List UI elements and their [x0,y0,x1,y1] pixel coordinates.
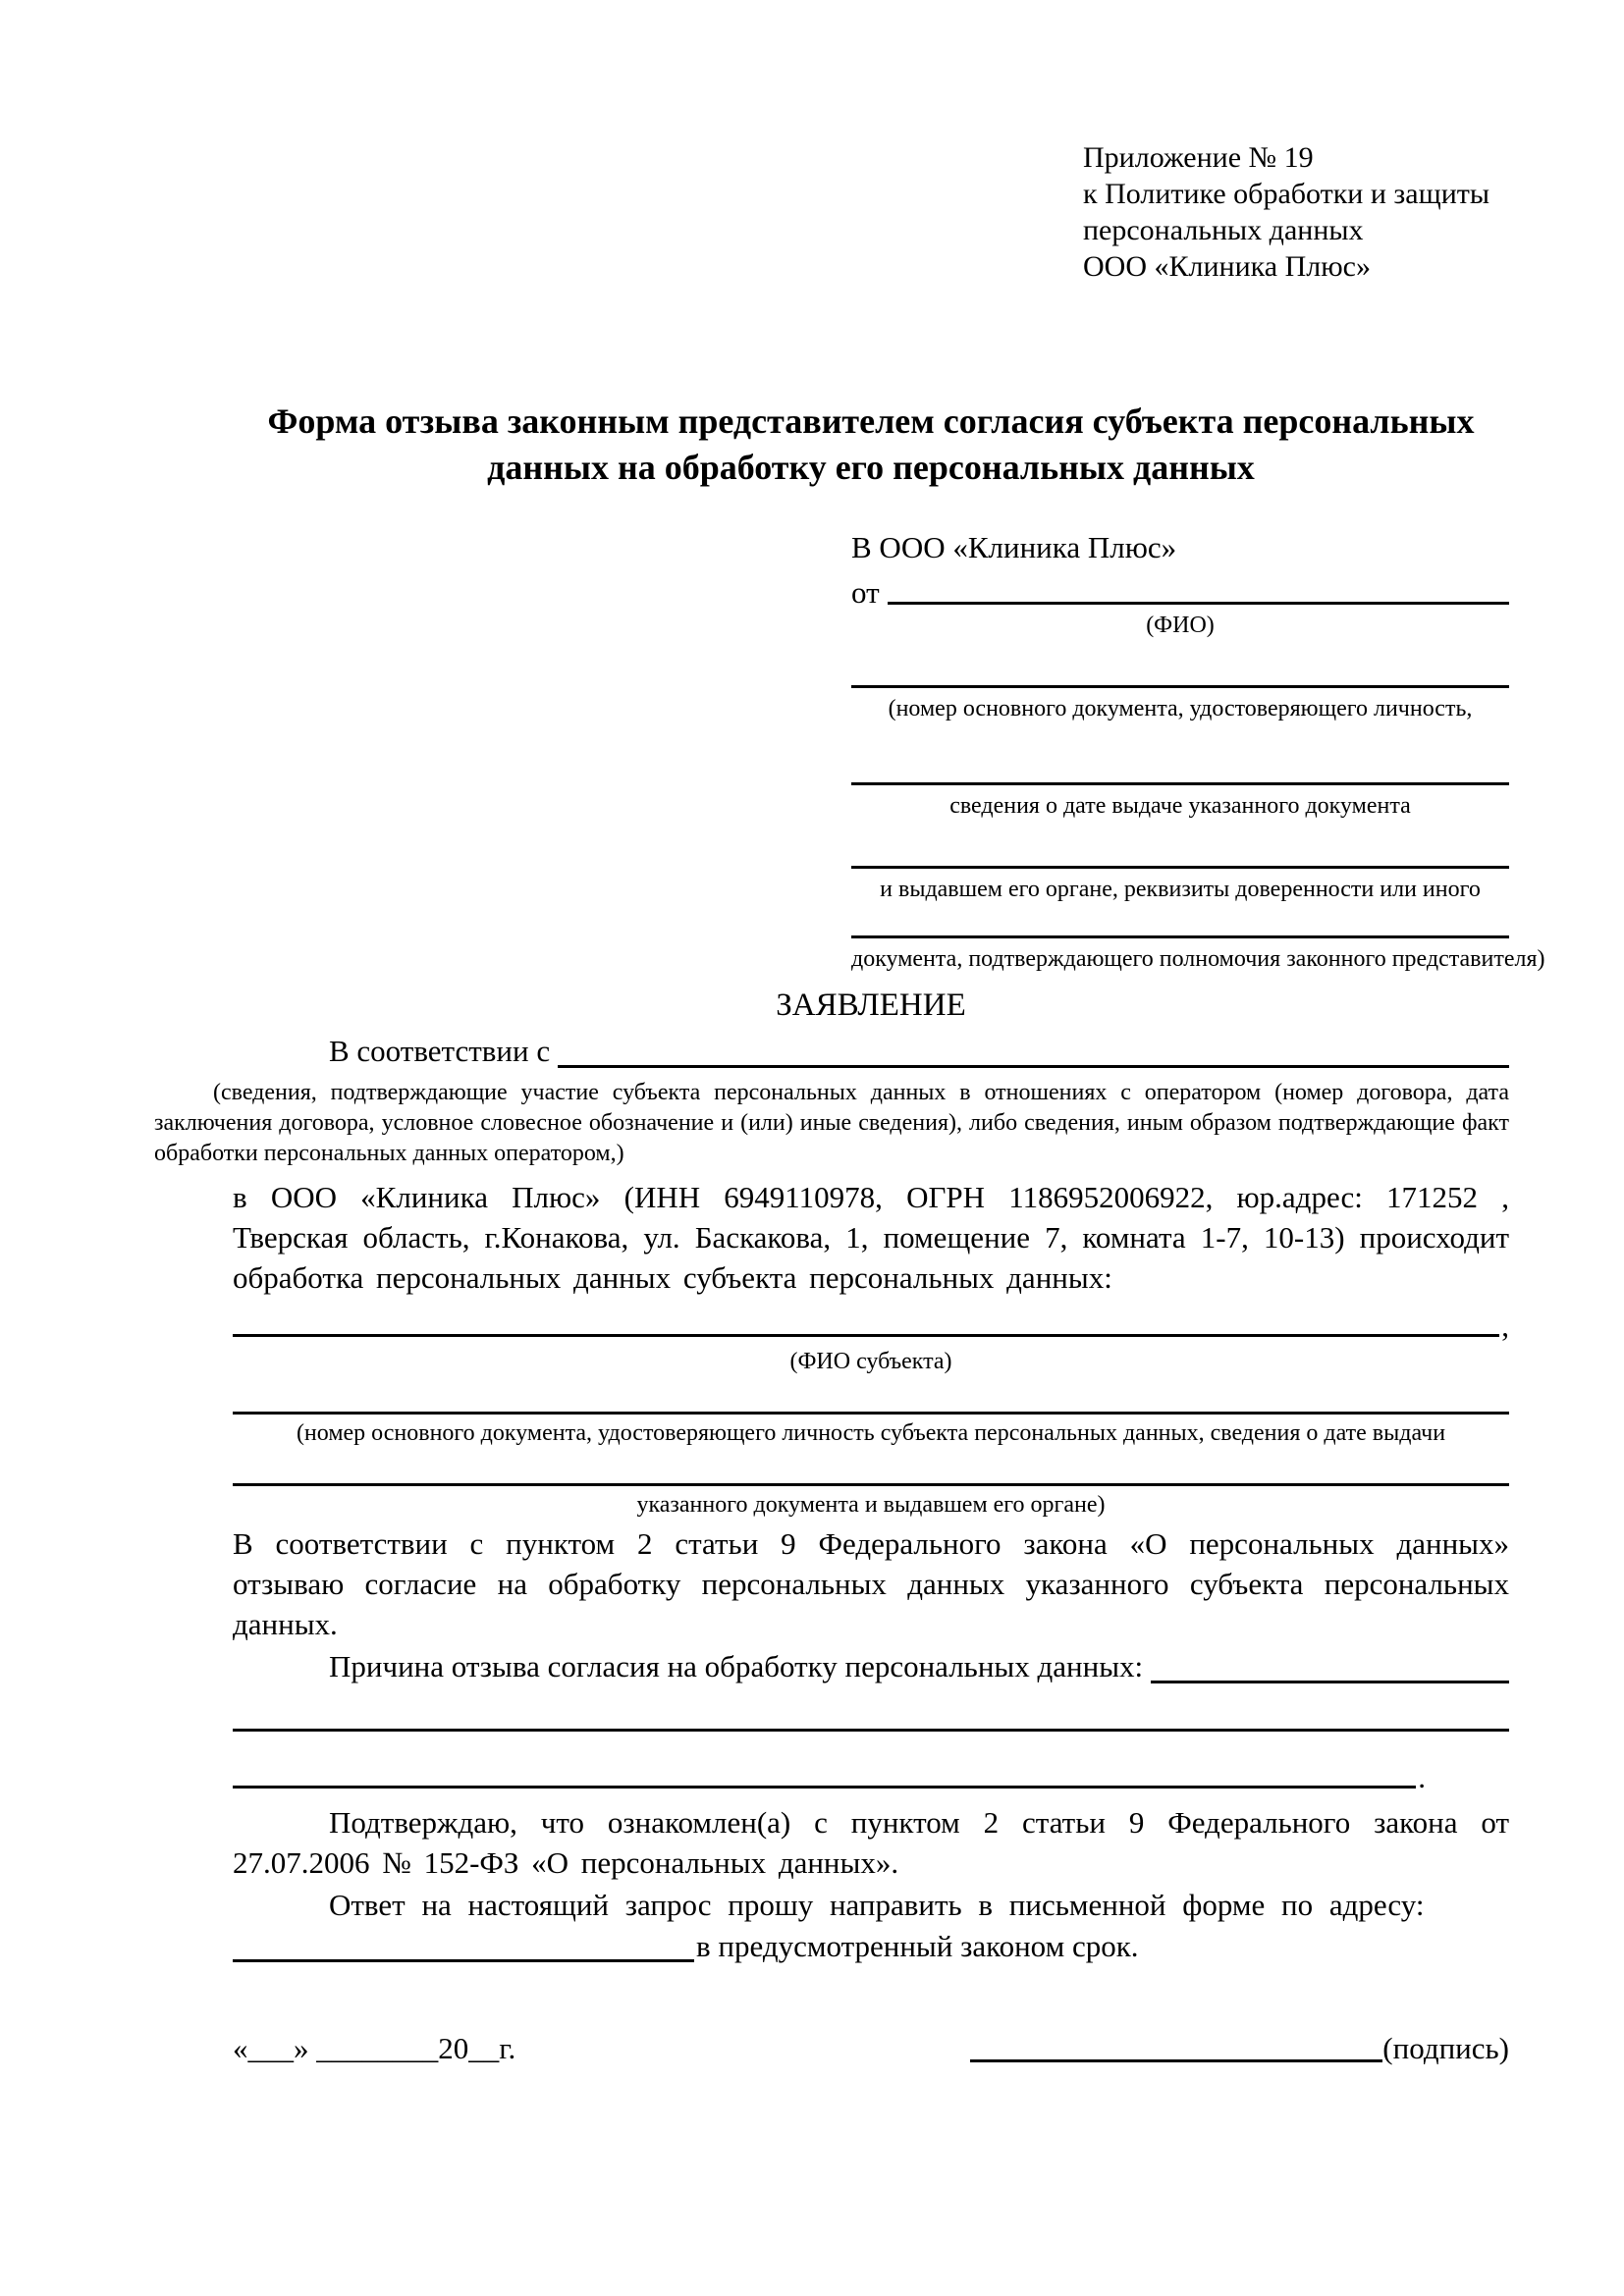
signature-group [970,2029,1509,2068]
blank-line [851,782,1509,785]
blank-line [233,1412,1509,1415]
from-row [851,567,1509,611]
appendix-line: персональных данных [1083,214,1364,246]
blank-line [233,1334,1499,1337]
blank-line [851,685,1509,688]
issuing-authority-caption: и выдавшем его органе, реквизиты доверенности или иного [880,877,1481,902]
blank-line [888,602,1509,605]
doc-number-caption: (номер основного документа, удостоверяющего личность, [888,696,1473,721]
statement-heading: ЗАЯВЛЕНИЕ [776,988,966,1023]
reply-suffix: в предусмотренный законом срок. [696,1929,1139,1963]
reason-label: Причина отзыва согласия на обработку персональных данных: [329,1649,1144,1683]
reply-request: Ответ на настоящий запрос прошу направить в письменной форме по адресу: [329,1888,1425,1922]
signature-row [233,2029,1509,2068]
appendix-line: Приложение № 19 [1083,141,1314,174]
operator-paragraph: в ООО «Клиника Плюс» (ИНН 6949110978, ОГРН 1186952006922, юр.адрес: 171252 , Тверская область, г.Конакова, ул. Баскакова, 1, помещение 7, комната 1-7, 10-13) происходит обработка персональных данных субъекта персональных данных: [233,1180,1509,1295]
appendix-line: ООО «Клиника Плюс» [1083,250,1371,283]
subject-doc-caption-2: указанного документа и выдавшем его органе) [636,1492,1106,1518]
intro-row [233,1029,1509,1074]
subject-fio-row [233,1309,1509,1343]
subject-doc-caption: (номер основного документа, удостоверяющего личность субъекта персональных данных, сведения о дате выдачи [296,1420,1446,1446]
blank-line [1151,1681,1509,1683]
appendix-block [1083,139,1509,285]
subject-fio-caption: (ФИО субъекта) [789,1349,952,1374]
line-suffix: . [1418,1760,1426,1794]
blank-line [233,1483,1509,1486]
blank-line [558,1065,1509,1068]
reply-address-row [233,1925,1509,1968]
issue-date-caption: сведения о дате выдаче указанного документа [949,793,1411,819]
recipient-organization: В ООО «Клиника Плюс» [851,530,1177,564]
blank-line [851,935,1509,938]
withdraw-paragraph: В соответствии с пунктом 2 статьи 9 Федерального закона «О персональных данных» отзываю согласие на обработку персональных данных указанного субъекта персональных данных. [233,1526,1509,1641]
document-content [154,0,1545,2068]
blank-line [851,866,1509,869]
form-title: Форма отзыва законным представителем согласия субъекта персональных данных на обработку его персональных данных [267,401,1475,487]
intro-footnote: (сведения, подтверждающие участие субъекта персональных данных в отношениях с оператором (номер договора, дата заключения договора, условное словесное обозначение и (или) иные сведения), либо сведения, иным образом подтверждающие факт обработки персональных данных оператором,) [154,1080,1509,1166]
line-suffix: , [1501,1308,1509,1343]
intro-label: В соответствии с [329,1034,551,1068]
date-blank: «___» ________20__г. [233,2031,516,2065]
signature-line [970,2059,1382,2062]
reason-blank-row [233,1761,1426,1794]
blank-line [233,1959,694,1962]
recipient-block [851,528,1545,974]
appendix-line: к Политике обработки и защиты [1083,178,1490,210]
signature-caption: (подпись) [1382,2031,1509,2065]
representative-authority-caption: документа, подтверждающего полномочия законного представителя) [851,946,1545,972]
reason-row [233,1644,1509,1689]
blank-line [233,1729,1509,1732]
from-label: от [851,575,880,610]
fio-caption: (ФИО) [1146,613,1215,638]
confirm-paragraph: Подтверждаю, что ознакомлен(а) с пунктом 2 статьи 9 Федерального закона от 27.07.2006 № 152-ФЗ «О персональных данных». [233,1805,1509,1880]
blank-line [233,1786,1416,1789]
